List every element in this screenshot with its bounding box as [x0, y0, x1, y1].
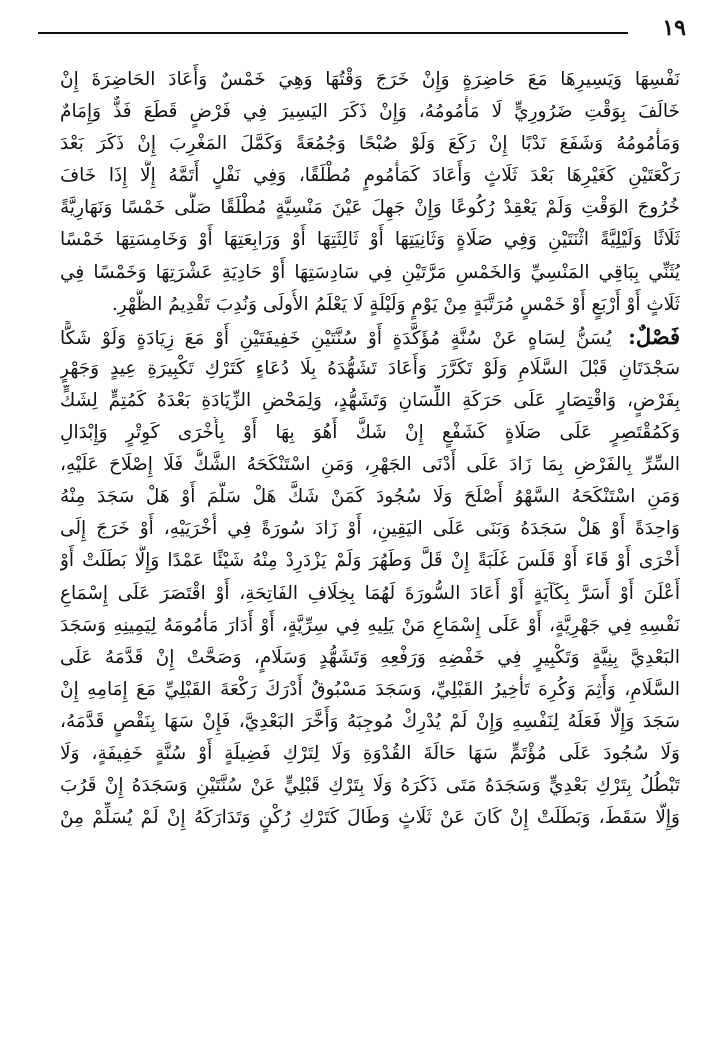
text-line: خَالَفَ بِوَقْتِ ضَرُورِيٍّ لَا مَأْمُومُهُ، وَإِنْ ذَكَرَ اليَسِيرَ فِي فَرْضٍ قَطَعَ فَذٌّ وَإِمَامٌ — [60, 101, 680, 123]
text-line: السِّرِّ بِالفَرْضِ بِمَا زَادَ عَلَى أَدْنَى الجَهْرِ، وَمَنِ اسْتَنْكَحَهُ الشَّكُّ فَلَا إِصْلَاحَ عَلَيْهِ، — [60, 454, 680, 476]
text-line: وَاحِدَةً أَوْ هَلْ سَجَدَهُ وَبَنَى عَلَى اليَقِينِ، أَوْ زَادَ سُورَةً فِي أُخْرَيَيْهِ، أَوْ خَرَجَ إِلَى — [60, 518, 680, 540]
section-line — [60, 321, 680, 353]
text-line: أَعْلَنَ أَوْ أَسَرَّ بِكَآيَةٍ أَوْ أَعَادَ السُّورَةَ لَهُمَا بِخِلَافِ الفَاتِحَةِ، أَوْ اقْتَصَرَ عَلَى إِسْمَاعِ — [60, 582, 680, 604]
section-heading: فَصْلٌ: — [628, 323, 680, 349]
text-line: ثَلَاثٍ أَوْ أَرْبَعٍ أَوْ خَمْسٍ مُرَتَّبَةٍ مِنْ يَوْمٍ وَلَيْلَةٍ لَا يَعْلَمُ الأُولَى وَنُدِبَ تَقْدِيمُ الظُّهْرِ. — [111, 293, 680, 315]
text-line: وَمَنِ اسْتَنْكَحَهُ السَّهْوُ أَصْلَحَ وَلَا سُجُودَ كَمَنْ شَكَّ هَلْ سَلَّمَ أَوْ هَلْ سَجَدَ مِنْهُ — [60, 486, 680, 508]
page-body — [60, 64, 680, 834]
text-line: تَبْطُلُ بِتَرْكِ بَعْدِيٍّ وَسَجَدَهُ مَتَى ذَكَرَهُ وَلَا بِتَرْكِ قَبْلِيٍّ عَنْ سُنَّتَيْنِ وَسَجَدَهُ إِنْ قَرُبَ — [60, 775, 680, 797]
text-line: وَكَمُقْتَصِرٍ عَلَى صَلَاةٍ كَشَفْعٍ إِنْ شَكَّ أَهُوَ بِهَا أَوْ بِأُخْرَى كَوِتْرٍ وَإِبْدَالِ — [60, 422, 680, 444]
text-line: بِفَرْضٍ، وَاقْتِصَارٍ عَلَى حَرَكَةِ اللِّسَانِ وَتَشَهُّدٍ، وَلِمَحْضِ الزِّيَادَةِ بَعْدَهُ كَمُتِمٍّ لِشَكٍّ — [60, 389, 680, 411]
text-line: ثَلَاثًا وَلَيْلِيَّةً اثْنَتَيْنِ وَفِي صَلَاةٍ وَثَانِيَتِهَا أَوْ ثَالِثَتِهَا أَوْ وَرَابِعَتِهَا أَوْ وَخَامِسَتِهَا خَمْسًا — [60, 229, 680, 251]
header-rule — [38, 32, 628, 34]
text-line: نَفْسِهَا وَيَسِيرِهَا مَعَ حَاضِرَةٍ وَإِنْ خَرَجَ وَقْتُهَا وَهِيَ خَمْسٌ وَأَعَادَ الحَاضِرَةَ إِنْ — [60, 69, 680, 90]
text-line: سَجَدَ وَإِلَّا فَعَلَهُ لِنَفْسِهِ وَإِنْ لَمْ يُدْرِكْ مُوجِبَهُ وَأَخَّرَ البَعْدِيَّ، فَإِنْ سَهَا بِنَقْصٍ قَدَّمَهُ، — [60, 710, 680, 732]
text-line: وَمَأْمُومُهُ وَشَفَعَ نَدْبًا إِنْ رَكَعَ وَلَوْ صُبْحًا وَجُمُعَةً وَكَمَّلَ المَغْرِبَ إِنْ ذَكَرَ بَعْدَ — [60, 133, 680, 155]
text-line: السَّلَامِ، وَأَثِمَ وَكُرِهَ تَأْخِيرُ القَبْلِيِّ، وَسَجَدَ مَسْبُوقٌ أَدْرَكَ رَكْعَةَ القَبْلِيِّ مَعَ إِمَامِهِ إِنْ — [60, 678, 680, 700]
text-line: وَإِلَّا سَقَطَ، وَبَطَلَتْ إِنْ كَانَ عَنْ ثَلَاثٍ وَطَالَ كَتَرْكِ رُكْنٍ وَتَدَارَكَهُ إِنْ لَمْ يُسَلِّمْ مِنْ — [60, 807, 680, 829]
section-text: يُسَنُّ لِسَاهٍ عَنْ سُنَّةٍ مُؤَكَّدَةٍ أَوْ سُنَّتَيْنِ خَفِيفَتَيْنِ أَوْ مَعَ زِيَادَةٍ وَلَوْ شَكًّا — [60, 327, 612, 349]
text-line: خُرُوجَ الوَقْتِ وَلَمْ يَعْقِدْ رُكُوعًا وَإِنْ جَهِلَ عَيْنَ مَنْسِيَّةٍ مُطْلَقًا صَلَّى خَمْسًا وَنَهَارِيَّةً — [60, 197, 680, 219]
text-line: رَكْعَتَيْنِ كَغَيْرِهَا بَعْدَ ثَلَاثٍ وَأَعَادَ كَمَأْمُومٍ مُطْلَقًا، وَفِي نَفْلٍ أَتَمَّهُ إِلَّا إِذَا خَافَ — [60, 165, 680, 187]
text-line: أُخْرَى أَوْ قَاءَ أَوْ قَلَسَ غَلَبَةً إِنْ قَلَّ وَطَهُرَ وَلَمْ يَزْدَرِدْ مِنْهُ شَيْئًا عَمْدًا وَإِلَّا بَطَلَتْ أَوْ — [60, 550, 680, 572]
page-number: ١٩ — [662, 15, 686, 41]
text-line: سَجْدَتَانِ قَبْلَ السَّلَامِ وَلَوْ تَكَرَّرَ وَأَعَادَ تَشَهُّدَهُ بِلَا دُعَاءٍ كَتَرْكِ تَكْبِيرَةِ عِيدٍ وَجَهْرٍ — [60, 357, 680, 379]
page-header — [38, 14, 686, 44]
text-line: نَفْسِهِ فِي جَهْرِيَّةٍ، أَوْ عَلَى إِسْمَاعِ مَنْ يَلِيهِ فِي سِرِّيَّةٍ، أَوْ أَدَارَ مَأْمُومَهُ لِيَمِينِهِ وَسَجَدَ — [60, 614, 680, 636]
text-line: البَعْدِيَّ بِنِيَّةٍ وَتَكْبِيرٍ فِي خَفْضِهِ وَرَفْعِهِ وَتَشَهُّدٍ وَسَلَامٍ، وَصَحَّتْ إِنْ قَدَّمَهُ عَلَى — [60, 646, 680, 668]
text-line: يُثَنِّي بِبَاقِي المَنْسِيِّ وَالخَمْسِ مَرَّتَيْنِ فِي سَادِسَتِهَا أَوْ حَادِيَةِ عَشْرَتِهَا وَخَمْسًا فِي — [60, 261, 680, 283]
text-line: وَلَا سُجُودَ عَلَى مُؤْتَمٍّ سَهَا حَالَةَ القُدْوَةِ وَلَا لِتَرْكِ فَضِيلَةٍ أَوْ سُنَّةٍ خَفِيفَةٍ، وَلَا — [60, 742, 680, 764]
